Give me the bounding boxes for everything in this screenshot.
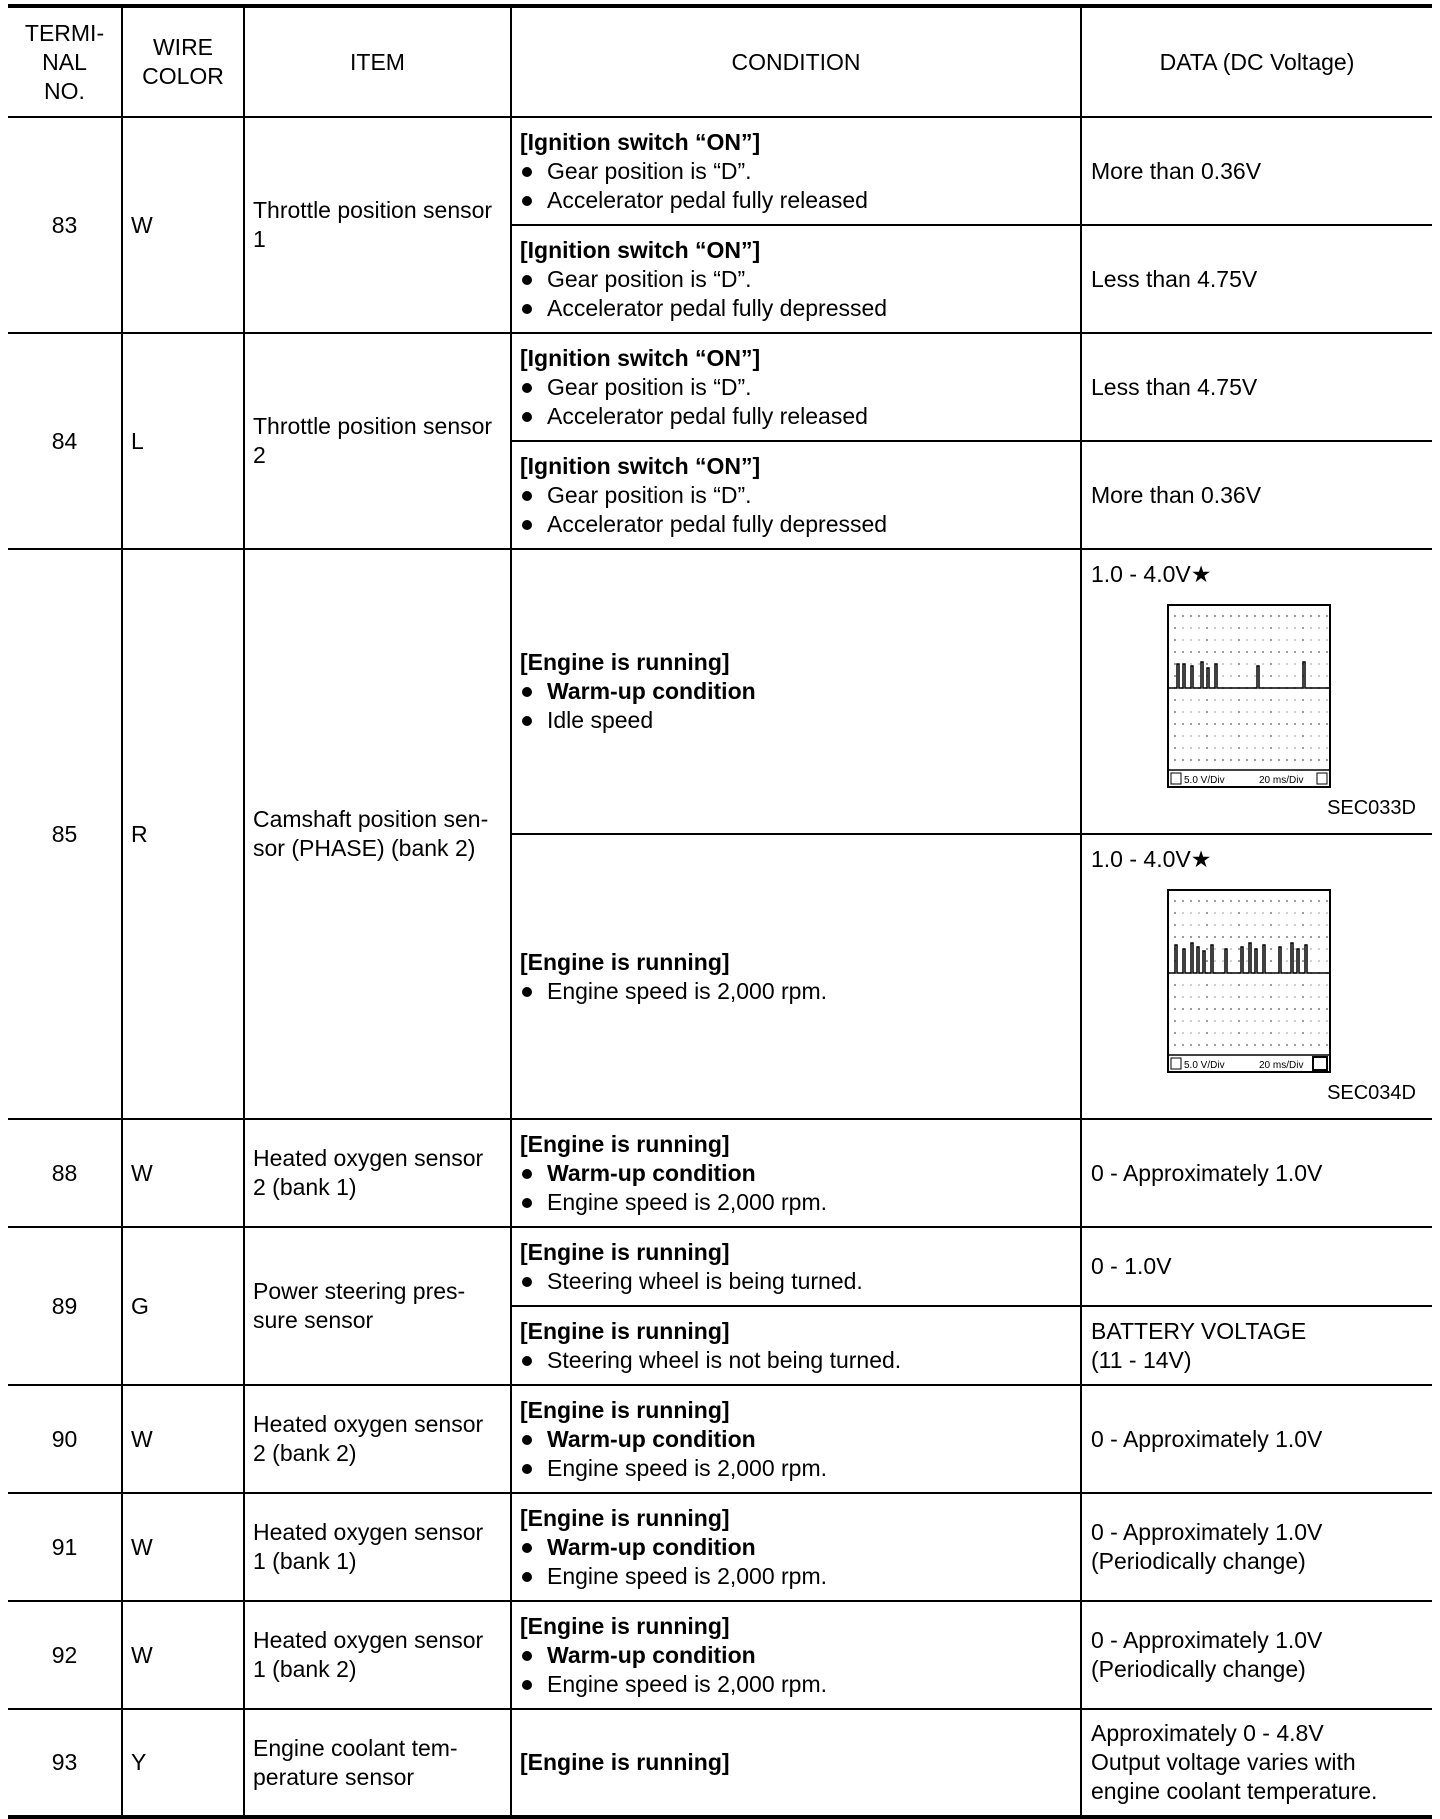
item-name: Heated oxygen sensor 1 (bank 1) bbox=[244, 1493, 511, 1601]
item-name: Throttle position sensor 1 bbox=[244, 117, 511, 333]
terminal-no: 93 bbox=[8, 1709, 122, 1817]
table-row bbox=[8, 1709, 1432, 1817]
condition-bullet: Engine speed is 2,000 rpm. bbox=[520, 1188, 1072, 1217]
condition-bullet: Warm-up condition bbox=[520, 1533, 1072, 1562]
condition-bullet: Engine speed is 2,000 rpm. bbox=[520, 1670, 1072, 1699]
item-name: Heated oxygen sensor 1 (bank 2) bbox=[244, 1601, 511, 1709]
condition-cell: [Engine is running] bbox=[511, 1709, 1081, 1817]
data-value: 0 - Approximately 1.0V (Periodically change) bbox=[1081, 1493, 1432, 1601]
condition-cell: [Ignition switch “ON”] Gear position is “D”. Accelerator pedal fully released bbox=[511, 333, 1081, 441]
figure-id: SEC034D bbox=[1327, 1082, 1416, 1104]
wire-color: Y bbox=[122, 1709, 244, 1817]
data-value: 0 - Approximately 1.0V bbox=[1081, 1385, 1432, 1493]
wire-color: R bbox=[122, 549, 244, 1119]
header-item: ITEM bbox=[244, 6, 511, 117]
item-name: Heated oxygen sensor 2 (bank 2) bbox=[244, 1385, 511, 1493]
condition-bullet: Engine speed is 2,000 rpm. bbox=[520, 1454, 1072, 1483]
condition-cell: [Engine is running] Steering wheel is not being turned. bbox=[511, 1306, 1081, 1385]
condition-cell: [Engine is running] Warm-up condition Idle speed bbox=[511, 549, 1081, 834]
table-row bbox=[8, 117, 1432, 225]
condition-cell: [Engine is running] Steering wheel is being turned. bbox=[511, 1227, 1081, 1306]
condition-cell: [Engine is running] Warm-up condition Engine speed is 2,000 rpm. bbox=[511, 1119, 1081, 1227]
wire-color: L bbox=[122, 333, 244, 549]
wire-color: W bbox=[122, 117, 244, 333]
condition-bullet: Steering wheel is being turned. bbox=[520, 1267, 1072, 1296]
terminal-no: 88 bbox=[8, 1119, 122, 1227]
terminal-no: 84 bbox=[8, 333, 122, 549]
data-value: Less than 4.75V bbox=[1081, 333, 1432, 441]
voltage-range: 1.0 - 4.0V★ bbox=[1091, 561, 1212, 587]
item-name: Throttle position sensor 2 bbox=[244, 333, 511, 549]
oscilloscope-waveform-2000rpm bbox=[1167, 889, 1331, 1073]
condition-bullet: Engine speed is 2,000 rpm. bbox=[520, 1562, 1072, 1591]
table-row bbox=[8, 1601, 1432, 1709]
terminal-no: 92 bbox=[8, 1601, 122, 1709]
terminal-no: 85 bbox=[8, 549, 122, 1119]
wire-color: W bbox=[122, 1601, 244, 1709]
header-terminal-no: TERMI- NAL NO. bbox=[8, 6, 122, 117]
header-data: DATA (DC Voltage) bbox=[1081, 6, 1432, 117]
condition-cell: [Engine is running] Warm-up condition Engine speed is 2,000 rpm. bbox=[511, 1601, 1081, 1709]
table-row bbox=[8, 549, 1432, 834]
item-name: Camshaft position sen- sor (PHASE) (bank 2) bbox=[244, 549, 511, 1119]
item-name: Heated oxygen sensor 2 (bank 1) bbox=[244, 1119, 511, 1227]
terminal-no: 91 bbox=[8, 1493, 122, 1601]
condition-cell: [Engine is running] Warm-up condition Engine speed is 2,000 rpm. bbox=[511, 1493, 1081, 1601]
terminal-no: 90 bbox=[8, 1385, 122, 1493]
data-value: 0 - Approximately 1.0V (Periodically change) bbox=[1081, 1601, 1432, 1709]
header-condition: CONDITION bbox=[511, 6, 1081, 117]
condition-bullet: Warm-up condition bbox=[520, 1641, 1072, 1670]
condition-bullet: Steering wheel is not being turned. bbox=[520, 1346, 1072, 1375]
condition-cell: [Ignition switch “ON”] Gear position is “D”. Accelerator pedal fully depressed bbox=[511, 441, 1081, 549]
condition-cell: [Ignition switch “ON”] Gear position is “D”. Accelerator pedal fully released bbox=[511, 117, 1081, 225]
voltage-range: 1.0 - 4.0V★ bbox=[1091, 846, 1212, 872]
oscilloscope-waveform-idle bbox=[1167, 604, 1331, 788]
condition-bullet: Warm-up condition bbox=[520, 1425, 1072, 1454]
condition-bullet: Warm-up condition bbox=[520, 1159, 1072, 1188]
svg-text:5.0 V/Div: 5.0 V/Div bbox=[1184, 775, 1225, 786]
condition-bullet: Gear position is “D”. bbox=[520, 265, 1072, 294]
data-value: Less than 4.75V bbox=[1081, 225, 1432, 333]
table-row bbox=[8, 1227, 1432, 1306]
data-value bbox=[1081, 834, 1432, 1119]
table-row bbox=[8, 333, 1432, 441]
table-row bbox=[8, 1493, 1432, 1601]
wire-color: W bbox=[122, 1385, 244, 1493]
data-value: More than 0.36V bbox=[1081, 441, 1432, 549]
condition-bullet: Accelerator pedal fully depressed bbox=[520, 510, 1072, 539]
item-name: Engine coolant tem- perature sensor bbox=[244, 1709, 511, 1817]
data-value: More than 0.36V bbox=[1081, 117, 1432, 225]
data-value: 0 - Approximately 1.0V bbox=[1081, 1119, 1432, 1227]
condition-cell: [Ignition switch “ON”] Gear position is “D”. Accelerator pedal fully depressed bbox=[511, 225, 1081, 333]
header-row bbox=[8, 6, 1432, 117]
waveform-trace bbox=[1169, 943, 1329, 973]
header-wire-color: WIRE COLOR bbox=[122, 6, 244, 117]
condition-bullet: Warm-up condition bbox=[520, 677, 1072, 706]
data-value: 0 - 1.0V bbox=[1081, 1227, 1432, 1306]
condition-bullet: Accelerator pedal fully released bbox=[520, 402, 1072, 431]
table-row bbox=[8, 1385, 1432, 1493]
terminal-no: 83 bbox=[8, 117, 122, 333]
wire-color: W bbox=[122, 1493, 244, 1601]
svg-text:20 ms/Div: 20 ms/Div bbox=[1259, 775, 1304, 786]
condition-bullet: Idle speed bbox=[520, 706, 1072, 735]
terminal-table bbox=[8, 4, 1432, 1819]
wire-color: G bbox=[122, 1227, 244, 1385]
terminal-data-sheet bbox=[8, 4, 1432, 1819]
svg-text:20 ms/Div: 20 ms/Div bbox=[1259, 1060, 1304, 1071]
item-name: Power steering pres- sure sensor bbox=[244, 1227, 511, 1385]
terminal-no: 89 bbox=[8, 1227, 122, 1385]
table-row bbox=[8, 1119, 1432, 1227]
condition-bullet: Accelerator pedal fully depressed bbox=[520, 294, 1072, 323]
condition-bullet: Gear position is “D”. bbox=[520, 157, 1072, 186]
data-value: Approximately 0 - 4.8V Output voltage varies with engine coolant temperature. bbox=[1081, 1709, 1432, 1817]
figure-id: SEC033D bbox=[1327, 797, 1416, 819]
wire-color: W bbox=[122, 1119, 244, 1227]
condition-cell: [Engine is running] Engine speed is 2,000 rpm. bbox=[511, 834, 1081, 1119]
condition-bullet: Gear position is “D”. bbox=[520, 373, 1072, 402]
svg-text:5.0 V/Div: 5.0 V/Div bbox=[1184, 1060, 1225, 1071]
condition-cell: [Engine is running] Warm-up condition Engine speed is 2,000 rpm. bbox=[511, 1385, 1081, 1493]
condition-bullet: Engine speed is 2,000 rpm. bbox=[520, 977, 1072, 1006]
data-value bbox=[1081, 549, 1432, 834]
condition-bullet: Gear position is “D”. bbox=[520, 481, 1072, 510]
data-value: BATTERY VOLTAGE (11 - 14V) bbox=[1081, 1306, 1432, 1385]
condition-bullet: Accelerator pedal fully released bbox=[520, 186, 1072, 215]
